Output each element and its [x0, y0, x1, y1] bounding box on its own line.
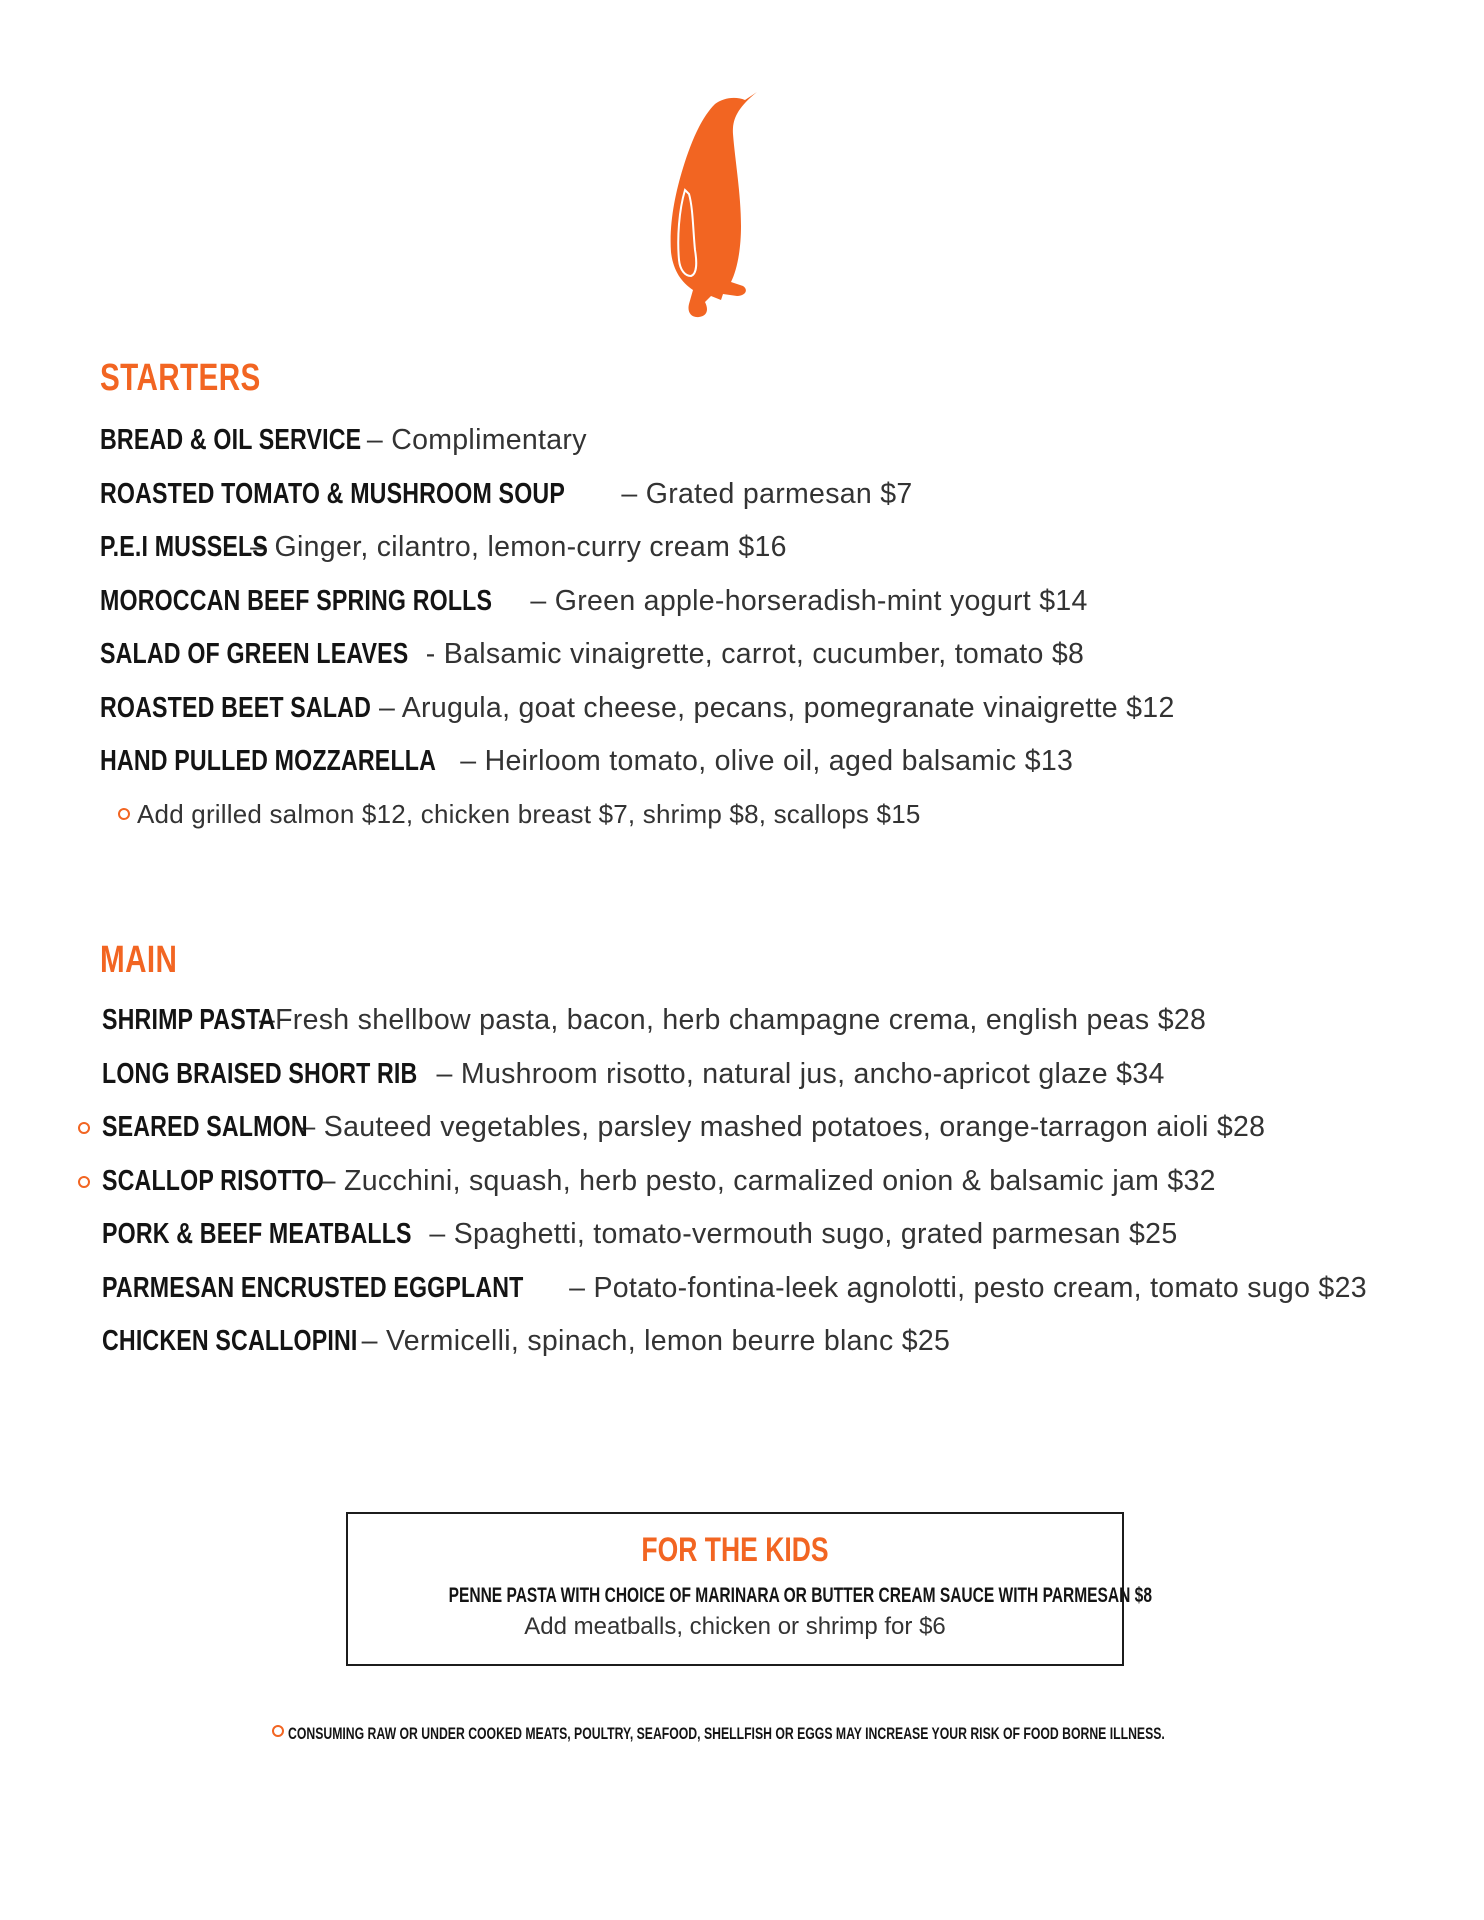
- menu-item-description: – Potato-fontina-leek agnolotti, pesto cream, tomato sugo $23: [560, 1271, 1367, 1304]
- menu-item-name: MOROCCAN BEEF SPRING ROLLS: [100, 584, 493, 617]
- menu-item-description: – Complimentary: [358, 424, 587, 456]
- menu-item: [102, 1262, 1367, 1316]
- menu-item-name: SHRIMP PASTA: [102, 1004, 276, 1036]
- raw-warning-marker-icon: [272, 1725, 284, 1737]
- menu-item: [102, 1155, 1367, 1209]
- starters-addon-text: Add grilled salmon $12, chicken breast $7, shrimp $8, scallops $15: [137, 799, 921, 829]
- menu-item-description: – Zucchini, squash, herb pesto, carmalized onion & balsamic jam $32: [311, 1164, 1216, 1197]
- main-heading: MAIN: [100, 939, 178, 981]
- starters-heading: STARTERS: [100, 357, 261, 399]
- menu-item-name: HAND PULLED MOZZARELLA: [100, 745, 437, 777]
- menu-item-name: CHICKEN SCALLOPINI: [102, 1325, 358, 1357]
- menu-item-description: – Spaghetti, tomato-vermouth sugo, grated parmesan $25: [421, 1218, 1178, 1250]
- menu-item-name: P.E.I MUSSELS: [100, 531, 268, 563]
- menu-item: [100, 414, 1175, 468]
- disclaimer-text: CONSUMING RAW OR UNDER COOKED MEATS, POULTRY, SEAFOOD, SHELLFISH OR EGGS MAY INCREASE YOUR RISK OF FOOD BORNE ILLNESS.: [288, 1724, 1165, 1743]
- menu-item-description: –Fresh shellbow pasta, bacon, herb champagne crema, english peas $28: [250, 1004, 1207, 1036]
- raw-warning-marker-icon: [78, 1176, 90, 1188]
- starters-list: [100, 414, 1175, 789]
- menu-item-description: – Heirloom tomato, olive oil, aged balsamic $13: [452, 745, 1074, 777]
- raw-warning-marker-icon: [118, 808, 130, 820]
- menu-item-name: ROASTED TOMATO & MUSHROOM SOUP: [100, 477, 565, 510]
- menu-item-name: PORK & BEEF MEATBALLS: [102, 1218, 412, 1250]
- menu-item-name: SALAD OF GREEN LEAVES: [100, 638, 409, 670]
- menu-item-description: - Balsamic vinaigrette, carrot, cucumber, tomato $8: [417, 638, 1085, 670]
- menu-item-description: – Mushroom risotto, natural jus, ancho-apricot glaze $34: [428, 1057, 1165, 1090]
- menu-item-name: BREAD & OIL SERVICE: [100, 424, 362, 456]
- kids-addon: Add meatballs, chicken or shrimp for $6: [524, 1613, 946, 1640]
- menu-item: [100, 735, 1175, 789]
- menu-item-description: – Arugula, goat cheese, pecans, pomegranate vinaigrette $12: [370, 691, 1175, 724]
- menu-item: [100, 521, 1175, 575]
- menu-item-name: SCALLOP RISOTTO: [102, 1164, 324, 1197]
- kids-item: PENNE PASTA WITH CHOICE OF MARINARA OR BUTTER CREAM SAUCE WITH PARMESAN $8: [448, 1584, 1152, 1607]
- kids-heading: FOR THE KIDS: [641, 1531, 829, 1569]
- menu-item: [100, 575, 1175, 629]
- menu-item-name: ROASTED BEET SALAD: [100, 691, 371, 724]
- menu-item-description: – Green apple-horseradish-mint yogurt $14: [522, 584, 1088, 617]
- menu-item: [102, 1101, 1367, 1155]
- menu-item: [102, 994, 1367, 1048]
- menu-item-description: – Grated parmesan $7: [613, 477, 913, 510]
- menu-item: [102, 1315, 1367, 1369]
- penguin-icon: [665, 90, 775, 320]
- menu-item: [100, 682, 1175, 736]
- menu-item: [100, 628, 1175, 682]
- menu-item-description: – Vermicelli, spinach, lemon beurre blanc $25: [353, 1325, 951, 1357]
- menu-item: [102, 1208, 1367, 1262]
- main-list: [102, 994, 1367, 1369]
- menu-item-description: – Ginger, cilantro, lemon-curry cream $16: [241, 531, 787, 563]
- menu-item-name: LONG BRAISED SHORT RIB: [102, 1057, 418, 1090]
- menu-item-name: SEARED SALMON: [102, 1111, 308, 1143]
- menu-item: [100, 468, 1175, 522]
- menu-item-description: – Sauteed vegetables, parsley mashed potatoes, orange-tarragon aioli $28: [291, 1111, 1266, 1143]
- kids-menu-box: [346, 1512, 1152, 1666]
- menu-item: [102, 1048, 1367, 1102]
- raw-warning-marker-icon: [78, 1122, 90, 1134]
- menu-item-name: PARMESAN ENCRUSTED EGGPLANT: [102, 1271, 524, 1304]
- starters-addon: [118, 797, 921, 831]
- food-safety-disclaimer: [272, 1722, 1272, 1746]
